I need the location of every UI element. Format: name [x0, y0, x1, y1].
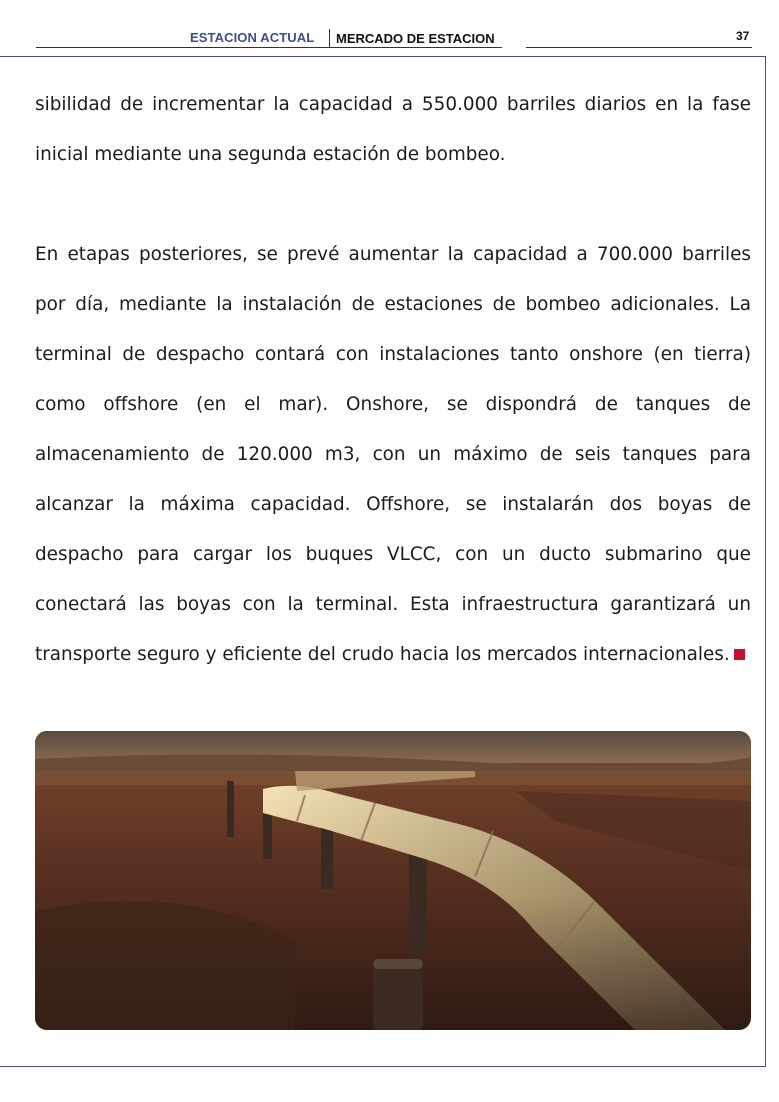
pipeline-photo [35, 731, 751, 1030]
header-separator [329, 29, 330, 47]
header-title: MERCADO DE ESTACION [336, 31, 495, 46]
page-number: 37 [736, 29, 750, 43]
end-of-article-mark [734, 649, 745, 660]
body-paragraph-1: sibilidad de incrementar la capacidad a 550.000 barriles diarios en la fase inicial mediante una segunda estación de bombeo. [35, 94, 751, 165]
pipeline-illustration [35, 731, 751, 1030]
body-paragraph-2-text: En etapas posteriores, se prevé aumentar la capacidad a 700.000 barriles por día, mediante la instalación de estaciones de bombeo adicionales. La terminal de despacho contará con instalaciones tanto onshore (en tierra) como offshore (en el mar). Onshore, se dispondrá de tanques de almacenamiento de 120.000 m3, con un máximo de seis tanques para alcanzar la máxima capacidad. Offshore, se instalarán dos boyas de despacho para cargar los buques VLCC, con un ducto submarino que conectará las boyas con la terminal. Esta infraestructura garantizará un transporte seguro y eficiente del crudo hacia los mercados internacionales. [35, 244, 751, 665]
body-paragraph-2 [35, 230, 751, 680]
header-rule-left [36, 47, 502, 48]
header-section-label: ESTACION ACTUAL [190, 30, 315, 45]
header-rule-right [526, 47, 752, 48]
